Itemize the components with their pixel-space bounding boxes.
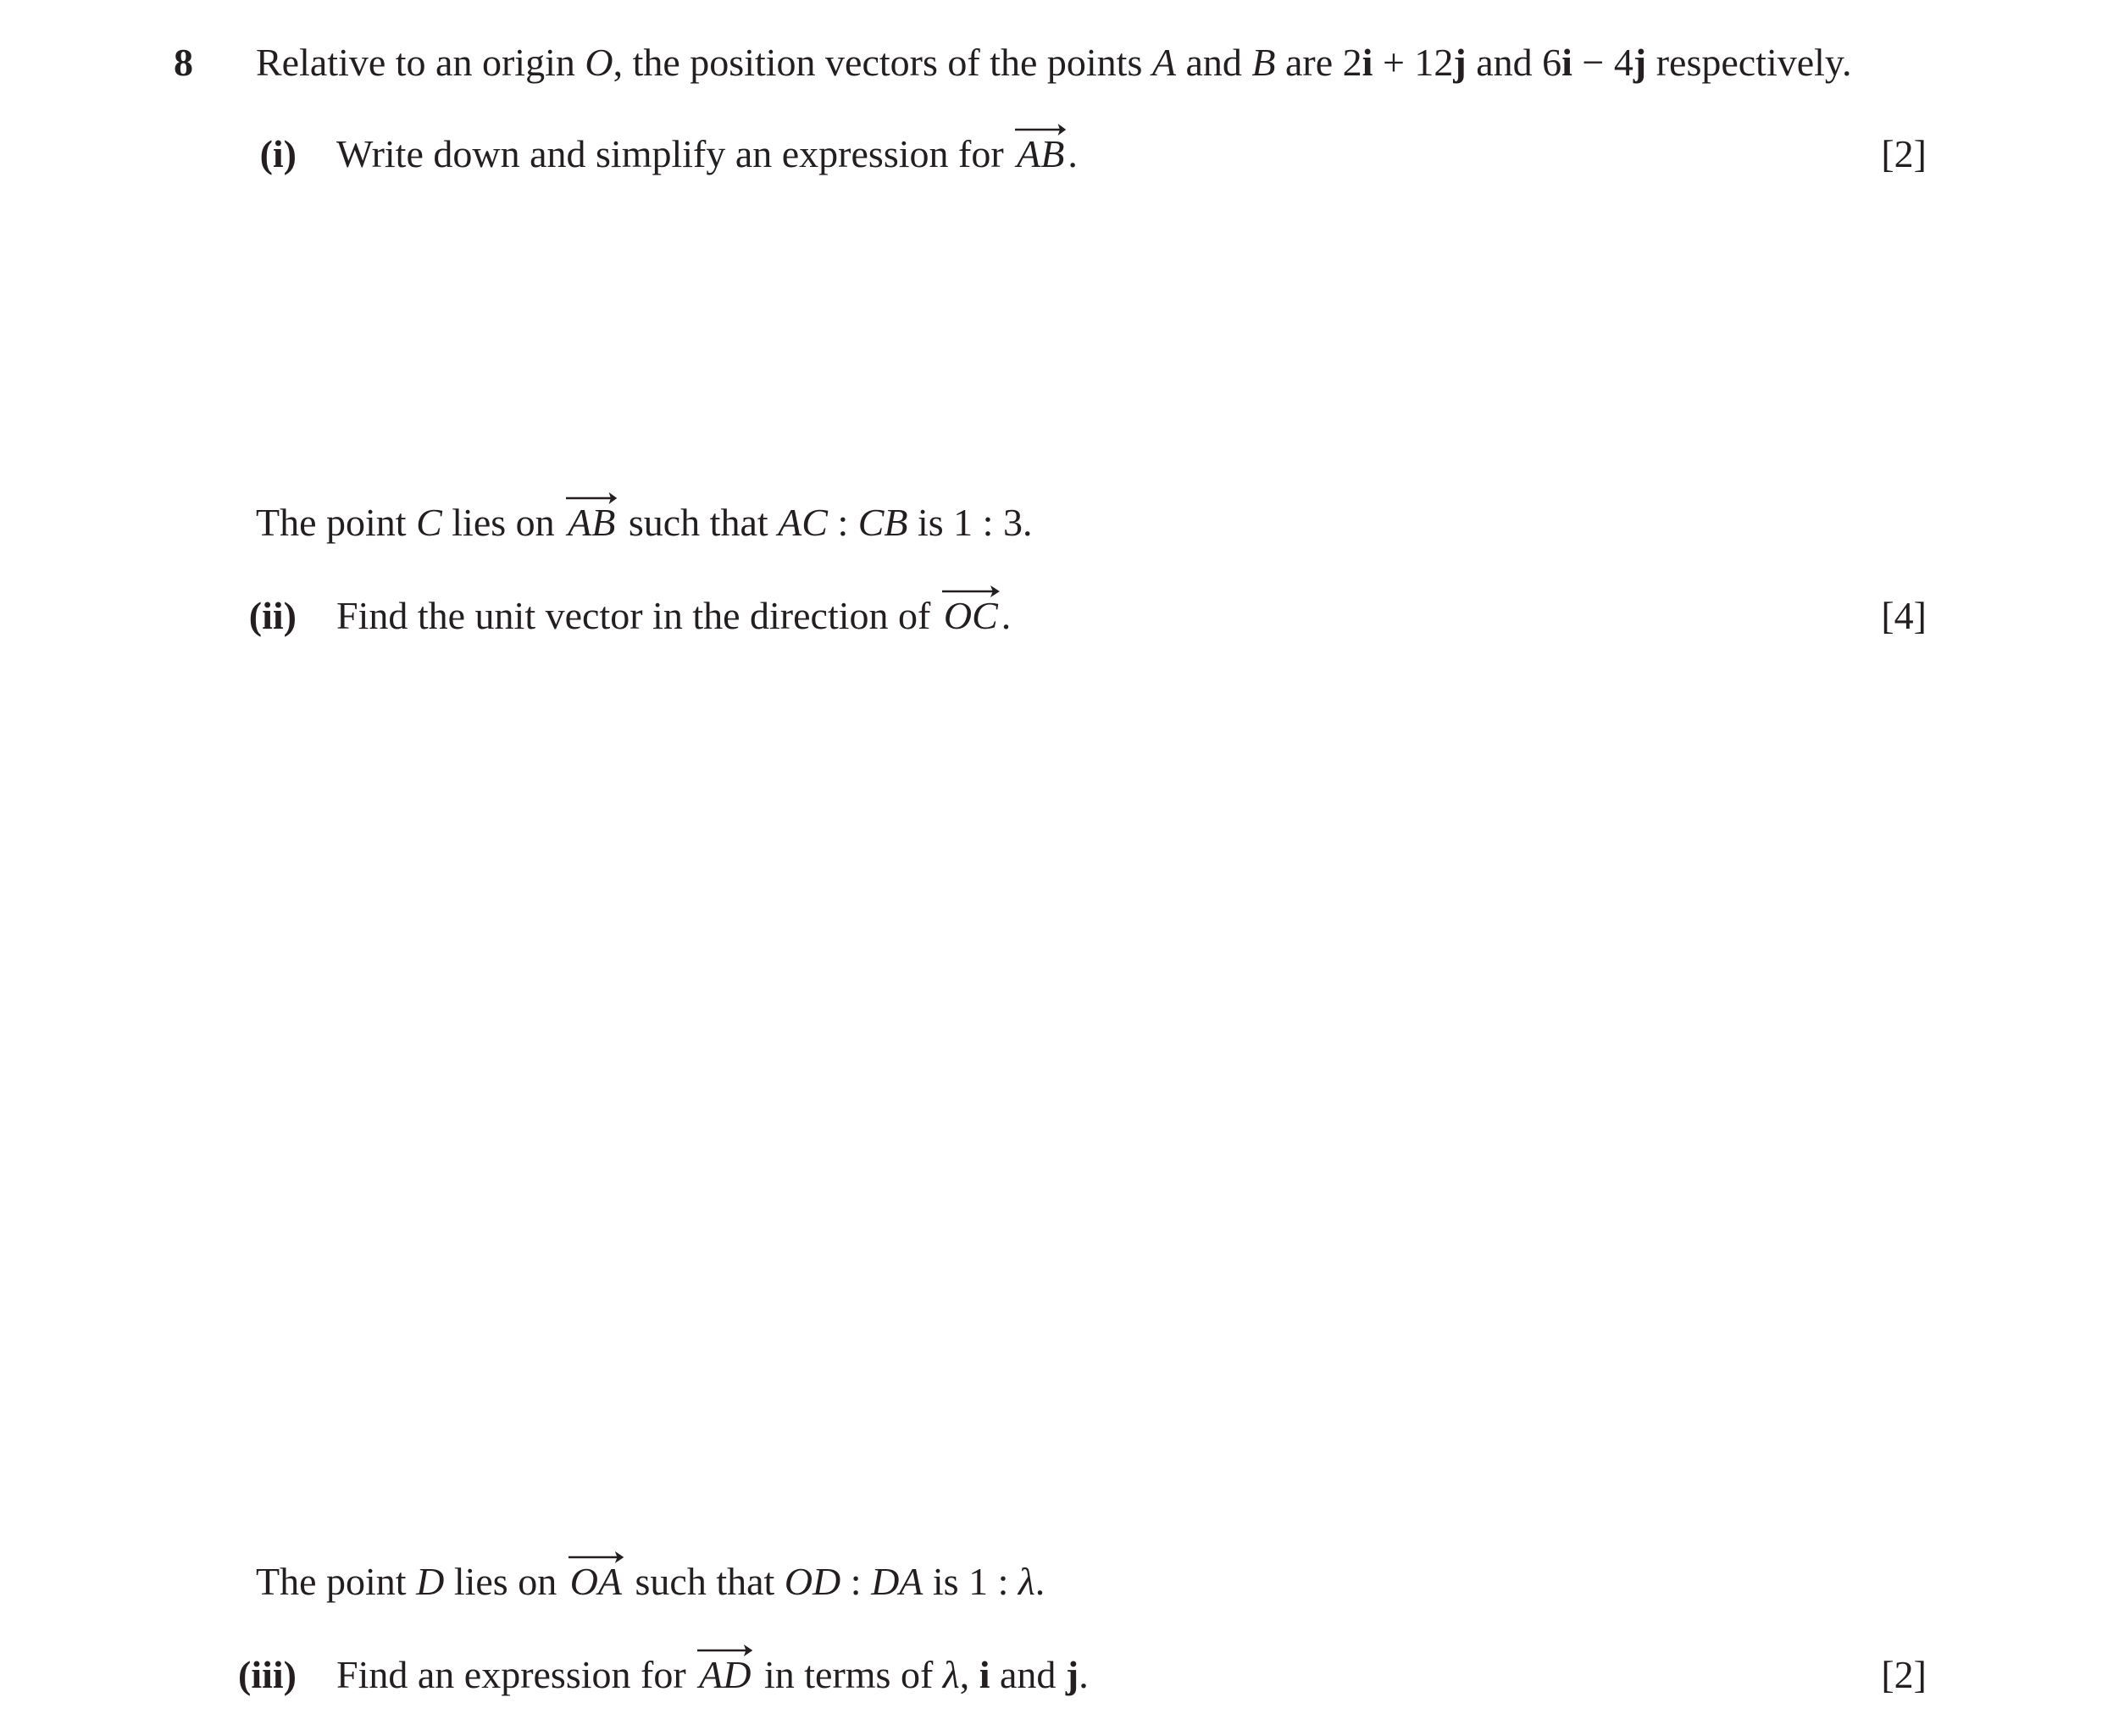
part-i-marks: [2] — [1881, 132, 1927, 175]
part-ii-label: (ii) — [248, 594, 297, 637]
point-d-info: The point D lies on OA such that OD : DA is 1 : λ. — [256, 1556, 1045, 1607]
vector-arrow-icon — [697, 1641, 752, 1660]
vector-oc: OC — [940, 591, 1001, 641]
vector-arrow-icon — [566, 489, 617, 507]
part-i-text: Write down and simplify an expression for AB. — [336, 129, 1078, 180]
part-iii-text: Find an expression for AD in terms of λ, i and j. — [336, 1650, 1089, 1700]
vector-arrow-icon — [568, 1548, 624, 1567]
part-iii-marks: [2] — [1881, 1653, 1927, 1696]
part-ii-marks: [4] — [1881, 594, 1927, 637]
part-ii-text: Find the unit vector in the direction of OC. — [336, 591, 1011, 641]
vector-oa: OA — [567, 1556, 625, 1607]
vector-ab: AB — [1013, 129, 1068, 180]
vector-arrow-icon — [942, 582, 1000, 601]
point-a: A — [1151, 41, 1176, 84]
question-stem: Relative to an origin O, the position vectors of the points A and B are 2i + 12j and 6i − 4j respectively. — [256, 41, 1852, 84]
vector-ad: AD — [696, 1650, 754, 1700]
part-i-label: (i) — [259, 132, 297, 175]
point-c-info: The point C lies on AB such that AC : CB is 1 : 3. — [256, 497, 1032, 548]
point-b: B — [1251, 41, 1276, 84]
vector-ab: AB — [564, 497, 618, 548]
vector-arrow-icon — [1015, 120, 1066, 139]
part-iii-label: (iii) — [238, 1653, 297, 1696]
point-o: O — [585, 41, 613, 84]
question-number: 8 — [174, 41, 193, 84]
